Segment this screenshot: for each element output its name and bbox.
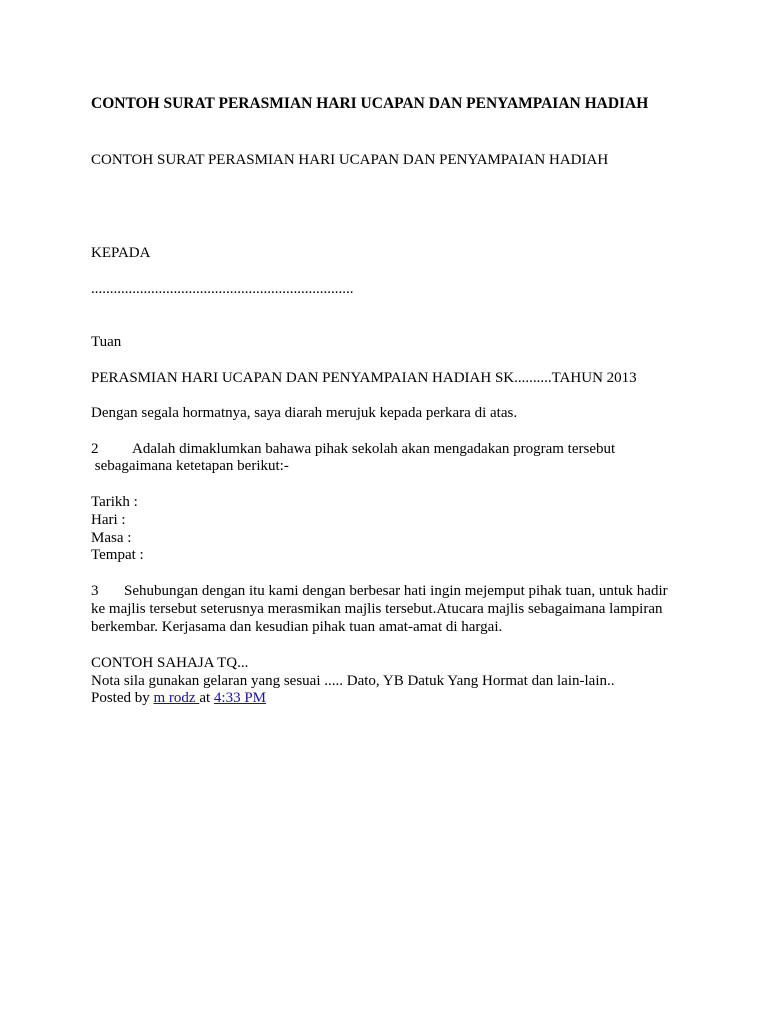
paragraph-2-number: 2: [91, 441, 99, 457]
document-subtitle: CONTOH SURAT PERASMIAN HARI UCAPAN DAN PENYAMPAIAN HADIAH: [91, 152, 609, 168]
detail-masa: Masa :: [91, 530, 132, 546]
author-link[interactable]: m rodz: [153, 690, 200, 706]
posted-at-prefix: at: [199, 690, 214, 706]
closing-line: CONTOH SAHAJA TQ...: [91, 655, 249, 671]
note-line: Nota sila gunakan gelaran yang sesuai ..... Dato, YB Datuk Yang Hormat dan lain-lain..: [91, 673, 615, 689]
detail-hari: Hari :: [91, 512, 126, 528]
paragraph-2-line-1: [91, 441, 615, 458]
posted-by-prefix: Posted by: [91, 690, 154, 706]
subject-line: PERASMIAN HARI UCAPAN DAN PENYAMPAIAN HADIAH SK..........TAHUN 2013: [91, 370, 637, 386]
paragraph-2-line-2: sebagaimana ketetapan berikut:-: [91, 458, 289, 474]
posted-by-line: [91, 690, 266, 707]
detail-tarikh: Tarikh :: [91, 494, 138, 510]
paragraph-3-text: Sehubungan dengan itu kami dengan berbesar hati ingin mejemput pihak tuan, untuk hadir: [124, 583, 668, 599]
opening-sentence: Dengan segala hormatnya, saya diarah merujuk kepada perkara di atas.: [91, 405, 518, 421]
detail-tempat: Tempat :: [91, 547, 144, 563]
post-time-link[interactable]: 4:33 PM: [213, 690, 267, 706]
recipient-dots: ......................................................................: [91, 281, 354, 297]
paragraph-3-line-3: berkembar. Kerjasama dan kesudian pihak tuan amat-amat di hargai.: [91, 619, 503, 635]
paragraph-2-text: Adalah dimaklumkan bahawa pihak sekolah akan mengadakan program tersebut: [132, 441, 616, 457]
paragraph-3-line-2: ke majlis tersebut seterusnya merasmikan majlis tersebut.Atucara majlis sebagaimana lampiran: [91, 601, 663, 617]
recipient-heading: KEPADA: [91, 245, 151, 261]
paragraph-3-line-1: [91, 583, 668, 600]
paragraph-3-number: 3: [91, 583, 99, 599]
document-title: CONTOH SURAT PERASMIAN HARI UCAPAN DAN PENYAMPAIAN HADIAH: [91, 95, 649, 112]
salutation: Tuan: [91, 334, 122, 350]
